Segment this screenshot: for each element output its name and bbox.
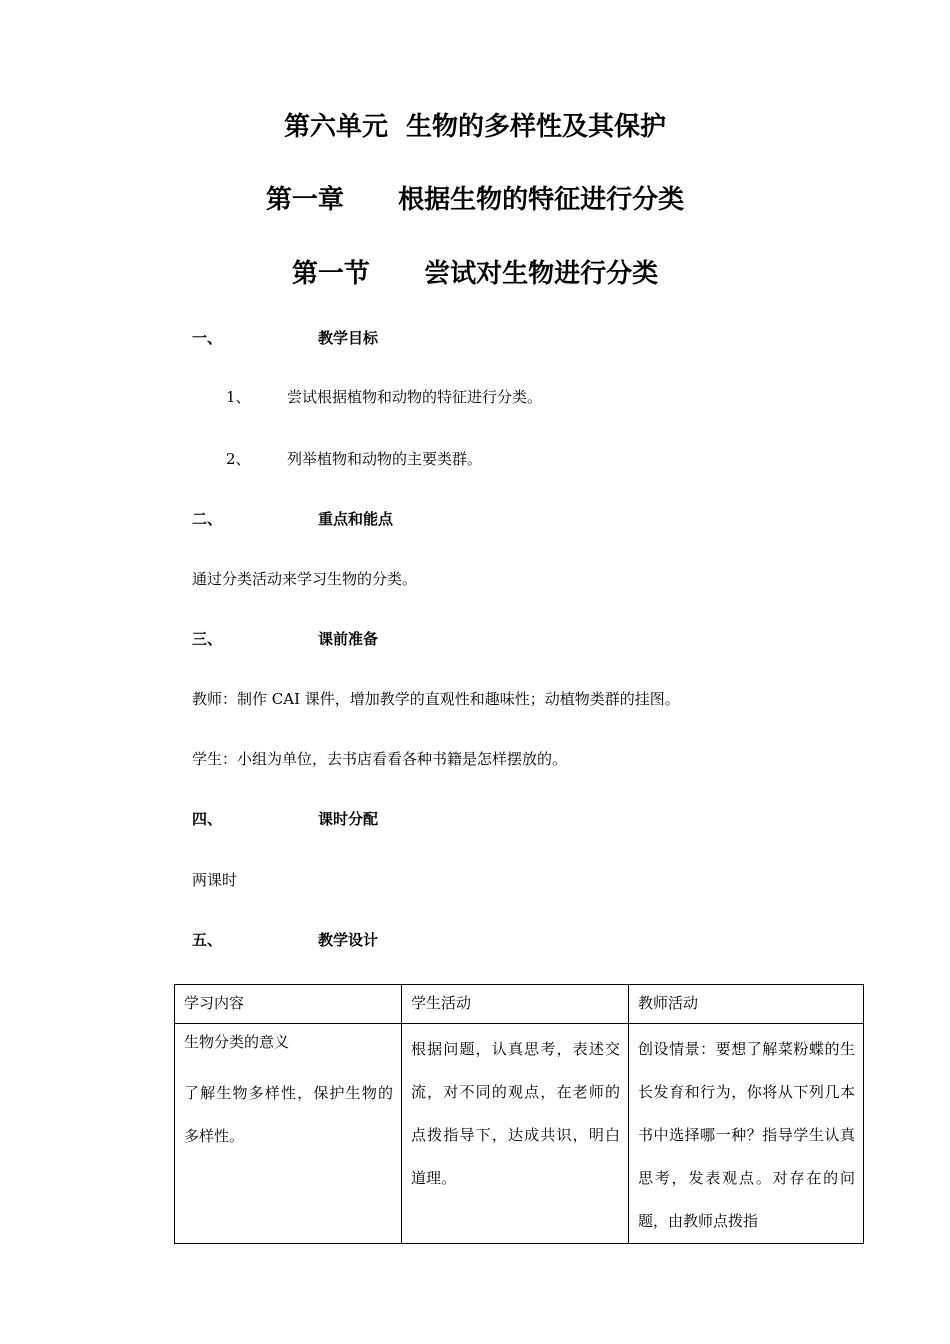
section-4-heading: 课时分配	[318, 810, 379, 828]
objective-2-text: 列举植物和动物的主要类群。	[287, 450, 483, 468]
unit-title: 第六单元 生物的多样性及其保护	[283, 112, 667, 142]
objective-2-number: 2、	[226, 450, 251, 468]
section-5-heading: 教学设计	[318, 931, 379, 949]
section-4-body: 两课时	[192, 871, 238, 889]
section-4-number: 四、	[192, 810, 223, 828]
section-1-heading: 教学目标	[318, 329, 379, 347]
table-row	[175, 1024, 864, 1244]
chapter-title: 第一章 根据生物的特征进行分类	[265, 185, 685, 215]
cell-content	[175, 1024, 402, 1244]
cell-student-activity: 根据问题，认真思考，表述交流，对不同的观点，在老师的点拨指导下，达成共识，明白道理。	[402, 1024, 629, 1244]
section-5-number: 五、	[192, 931, 223, 949]
header-student-activity: 学生活动	[402, 985, 629, 1024]
content-body: 了解生物多样性，保护生物的多样性。	[184, 1084, 393, 1145]
objective-1-text: 尝试根据植物和动物的特征进行分类。	[287, 388, 543, 406]
cell-teacher-activity: 创设情景：要想了解菜粉蝶的生长发育和行为，你将从下列几本书中选择哪一种？指导学生认真思考，发表观点。对存在的问题，由教师点拨指	[629, 1024, 864, 1244]
table-header-row	[175, 985, 864, 1024]
student-prep: 学生：小组为单位，去书店看看各种书籍是怎样摆放的。	[192, 750, 568, 768]
section-1-number: 一、	[192, 329, 223, 347]
section-3-number: 三、	[192, 630, 223, 648]
section-title: 第一节 尝试对生物进行分类	[291, 259, 659, 289]
section-2-heading: 重点和能点	[318, 510, 394, 528]
header-teacher-activity: 教师活动	[629, 985, 864, 1024]
content-title: 生物分类的意义	[184, 1033, 290, 1051]
section-2-body: 通过分类活动来学习生物的分类。	[192, 570, 418, 588]
header-content: 学习内容	[175, 985, 402, 1024]
objective-1-number: 1、	[226, 388, 251, 406]
section-2-number: 二、	[192, 510, 223, 528]
teacher-prep: 教师：制作 CAI 课件，增加教学的直观性和趣味性；动植物类群的挂图。	[192, 690, 680, 708]
teaching-design-table	[174, 984, 864, 1244]
section-3-heading: 课前准备	[318, 630, 379, 648]
